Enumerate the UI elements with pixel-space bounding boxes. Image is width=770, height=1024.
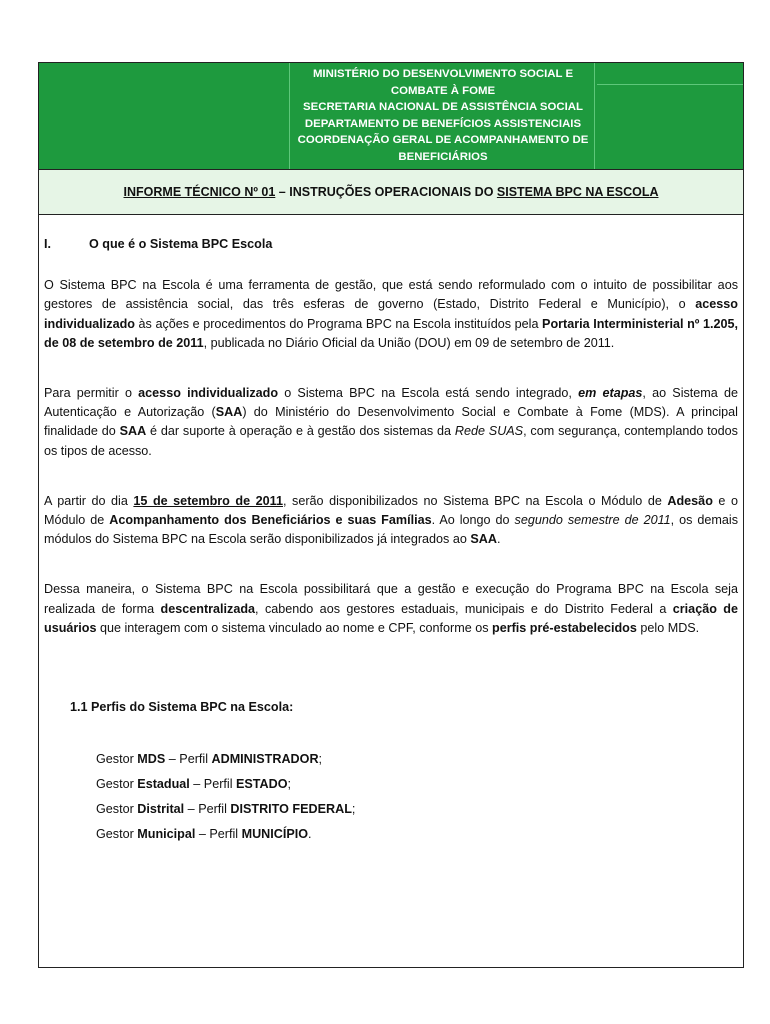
institution-line: MINISTÉRIO DO DESENVOLVIMENTO SOCIAL E xyxy=(312,68,574,80)
text: Dessa maneira, o Sistema BPC na Escola possibilitará que a gestão e execução do Programa BPC na Escola seja realizada de forma xyxy=(44,582,738,616)
text: , os demais módulos do Sistema BPC na Escola serão disponibilizados já integrados ao xyxy=(44,513,739,547)
text: Gestor xyxy=(96,752,138,767)
text: . Ao longo do xyxy=(431,513,515,528)
paragraph-1 xyxy=(44,276,738,353)
text: O Sistema BPC na Escola é uma ferramenta de gestão, que está sendo reformulado com o intuito de possibilitar aos gestores de assistência social, das três esferas de governo (Estado, Distrito Federal e Município), o xyxy=(44,278,738,312)
profile-item xyxy=(96,747,738,772)
header-left-cell xyxy=(39,63,290,169)
institution-line: COORDENAÇÃO GERAL DE ACOMPANHAMENTO DE xyxy=(297,134,589,147)
paragraph-3 xyxy=(44,492,738,550)
bold-text: Adesão xyxy=(667,493,713,508)
text: – Perfil xyxy=(189,777,236,792)
institution-line: BENEFICIÁRIOS xyxy=(398,150,488,163)
title-system: SISTEMA BPC NA ESCOLA xyxy=(496,185,659,199)
bold-text: Portaria Interministerial nº 1.205, de 08 de setembro de 2011 xyxy=(44,316,738,350)
header-right-cell xyxy=(594,63,743,169)
profile-level: Distrital xyxy=(137,802,185,817)
institution-header xyxy=(39,63,743,170)
section-number: I. xyxy=(44,237,51,251)
bold-text: acesso individualizado xyxy=(44,297,738,331)
text: – Perfil xyxy=(165,752,212,767)
paragraph-2 xyxy=(44,384,738,461)
section-heading xyxy=(44,235,738,254)
profile-name: ESTADO xyxy=(236,777,288,792)
text: e o Módulo de xyxy=(44,493,738,528)
text: Gestor xyxy=(96,802,138,817)
section-title: O que é o Sistema BPC Escola xyxy=(89,237,273,251)
profile-name: MUNICÍPIO xyxy=(241,827,309,842)
text: , ao Sistema de Autenticação e Autorização ( xyxy=(44,386,738,420)
text: – Perfil xyxy=(195,827,242,842)
subsection-heading: 1.1 Perfis do Sistema BPC na Escola: xyxy=(70,700,294,715)
bold-text: SAA xyxy=(119,424,147,439)
text: , cabendo aos gestores estaduais, municipais e do Distrito Federal a xyxy=(255,601,673,616)
text: , publicada no Diário Oficial da União (DOU) em 09 de setembro de 2011. xyxy=(203,335,615,350)
text: que interagem com o sistema vinculado ao nome e CPF, conforme os xyxy=(96,620,492,635)
text: . xyxy=(496,532,501,547)
text: , serão disponibilizados no Sistema BPC na Escola o Módulo de xyxy=(282,493,668,508)
bold-text: acesso individualizado xyxy=(138,386,279,401)
bold-text: Acompanhamento dos Beneficiários e suas Famílias xyxy=(109,513,432,528)
text: Para permitir o xyxy=(44,386,139,401)
profile-item xyxy=(96,797,738,822)
text: Gestor xyxy=(96,827,138,842)
text: . xyxy=(308,827,312,842)
institution-line: DEPARTAMENTO DE BENEFÍCIOS ASSISTENCIAIS xyxy=(304,117,582,130)
text: pelo MDS. xyxy=(636,620,700,635)
text: o Sistema BPC na Escola está sendo integrado, xyxy=(278,386,579,401)
text: , com segurança, contemplando todos os tipos de acesso. xyxy=(44,424,738,458)
document-title xyxy=(39,170,743,215)
bold-text: descentralizada xyxy=(160,601,256,616)
bold-underlined-date: 15 de setembro de 2011 xyxy=(133,493,283,508)
text: – Perfil xyxy=(184,802,231,817)
text: ) do Ministério do Desenvolvimento Social e Combate à Fome (MDS). A principal finalidade do xyxy=(44,405,738,439)
paragraph-4 xyxy=(44,580,738,638)
profile-level: Estadual xyxy=(137,777,190,792)
institution-line: COMBATE À FOME xyxy=(390,84,496,97)
italic-text: segundo semestre de 2011 xyxy=(514,513,671,528)
bold-italic-text: em etapas xyxy=(578,386,643,401)
text: ; xyxy=(287,777,292,792)
title-number: INFORME TÉCNICO Nº 01 xyxy=(123,185,276,199)
institution-name xyxy=(289,66,597,166)
italic-text: Rede SUAS xyxy=(454,424,524,439)
profile-level: MDS xyxy=(137,752,166,767)
profile-level: Municipal xyxy=(137,827,196,842)
text: ; xyxy=(318,752,323,767)
text: é dar suporte à operação e à gestão dos sistemas da xyxy=(146,424,455,439)
profile-item xyxy=(96,822,738,847)
profile-item xyxy=(96,772,738,797)
bold-text: criação de usuários xyxy=(44,601,738,635)
institution-line: SECRETARIA NACIONAL DE ASSISTÊNCIA SOCIAL xyxy=(303,101,583,114)
bold-text: SAA xyxy=(215,405,243,420)
text: Gestor xyxy=(96,777,138,792)
bold-text: perfis pré-estabelecidos xyxy=(492,620,637,635)
text: às ações e procedimentos do Programa BPC na Escola instituídos pela xyxy=(134,316,543,331)
text: A partir do dia xyxy=(44,493,134,508)
bold-text: SAA xyxy=(470,532,497,547)
document-page xyxy=(38,62,744,968)
document-body xyxy=(39,215,743,847)
profile-name: ADMINISTRADOR xyxy=(211,752,319,767)
header-cell-divider xyxy=(597,84,743,85)
title-middle: – INSTRUÇÕES OPERACIONAIS DO xyxy=(275,185,497,199)
profile-name: DISTRITO FEDERAL xyxy=(230,802,352,817)
text: ; xyxy=(351,802,356,817)
